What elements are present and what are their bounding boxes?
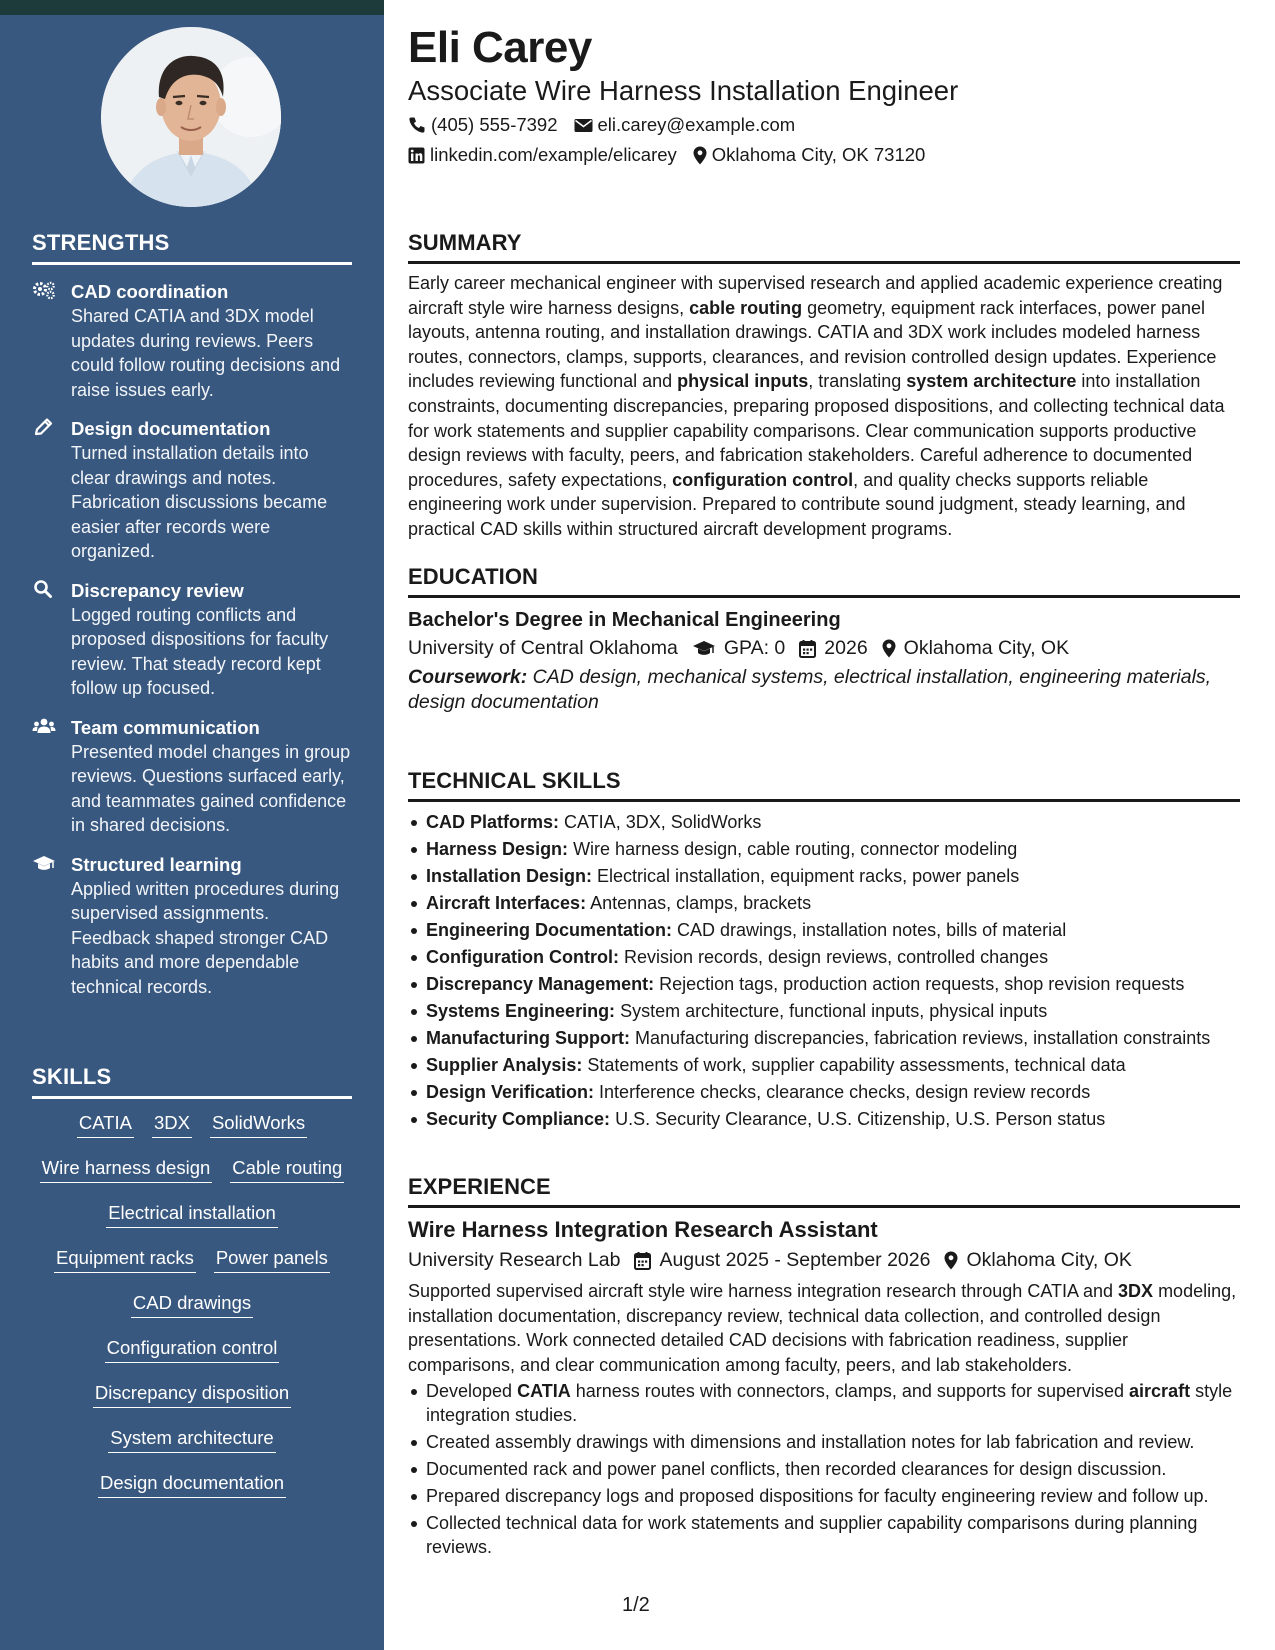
skill-tag: CATIA	[77, 1111, 134, 1138]
skill-values: Wire harness design, cable routing, connector modeling	[568, 839, 1018, 859]
skill-row	[32, 1426, 352, 1471]
job-summary-text-bold: 3DX	[1118, 1281, 1154, 1301]
skill-tag: Design documentation	[98, 1471, 286, 1498]
education-location: Oklahoma City, OK	[903, 637, 1070, 659]
strength-text: Turned installation details into clear drawings and notes. Fabrication discussions became easier after records were organized.	[71, 443, 328, 561]
skill-tag: Electrical installation	[106, 1201, 278, 1228]
sidebar-top-band	[0, 0, 384, 15]
job-org: University Research Lab	[408, 1249, 621, 1271]
skill-category: Design Verification:	[426, 1082, 595, 1102]
skill-tag: Configuration control	[105, 1336, 280, 1363]
technical-skills-heading: TECHNICAL SKILLS	[408, 768, 1240, 802]
experience-heading: EXPERIENCE	[408, 1174, 1240, 1208]
graduation-year: 2026	[824, 637, 868, 659]
technical-skill-item	[408, 1107, 1240, 1131]
graduation-cap-icon	[692, 639, 716, 657]
job-bullet-text-segment: style integration studies.	[426, 1381, 1233, 1426]
strength-item	[32, 416, 352, 564]
technical-skills-section	[408, 768, 1240, 1134]
skills-section	[32, 1064, 352, 1516]
skill-tag: 3DX	[152, 1111, 192, 1138]
pencil-icon	[32, 417, 58, 439]
gpa-item	[692, 633, 785, 663]
skill-row	[32, 1201, 352, 1246]
summary-text-segment: into installation constraints, documenting discrepancies, preparing proposed dispositions, and collecting technical data for work statements and supplier capability comparisons. Clear communication supports productive design reviews with faculty, peers, and fabrication stakeholders. Careful adherence to documented procedures, safety expectations,	[408, 371, 1225, 490]
job-bullet-text-segment: harness routes with connectors, clamps, and supports for supervised	[570, 1381, 1130, 1402]
summary-text-segment: geometry, equipment rack interfaces, power panel layouts, antenna routing, and installation drawings. CATIA and 3DX work includes modeled harness routes, connectors, clamps, supports, clearances, and revision controlled design updates. Experience includes reviewing functional and	[408, 297, 1217, 392]
skill-values: Revision records, design reviews, controlled changes	[618, 947, 1049, 967]
job-bullet-text-segment: Prepared discrepancy logs and proposed dispositions for faculty engineering review and follow up.	[426, 1486, 1209, 1507]
candidate-name: Eli Carey	[408, 23, 592, 72]
envelope-icon	[574, 118, 593, 133]
skill-category: Security Compliance:	[426, 1109, 611, 1129]
coursework-label: Coursework:	[408, 666, 528, 688]
skill-values: Electrical installation, equipment racks, power panels	[592, 866, 1020, 886]
skill-tag: SolidWorks	[210, 1111, 307, 1138]
job-bullets	[408, 1379, 1240, 1559]
page-number: 1/2	[622, 1594, 650, 1616]
strength-item	[32, 715, 352, 838]
skill-category: CAD Platforms:	[426, 812, 560, 832]
education-section	[408, 564, 1240, 714]
skill-row	[32, 1246, 352, 1291]
job-bullet	[408, 1379, 1240, 1427]
gpa-text: GPA: 0	[723, 637, 786, 659]
skills-tags	[32, 1111, 352, 1516]
job-summary-text-segment: Supported supervised aircraft style wire harness integration research through CATIA and	[408, 1281, 1119, 1301]
skill-values: Interference checks, clearance checks, design review records	[594, 1082, 1091, 1102]
job-bullet-text-bold: aircraft	[1129, 1381, 1191, 1402]
summary-text-segment: , and quality checks supports reliable engineering work under supervision. Prepared to contribute sound judgment, steady learning, and practical CAD skills within structured aircraft development programs.	[408, 469, 1186, 539]
skill-category: Systems Engineering:	[426, 1001, 616, 1021]
job-bullet	[408, 1484, 1240, 1508]
strength-item	[32, 852, 352, 1000]
skill-row	[32, 1336, 352, 1381]
summary-text	[408, 271, 1240, 542]
technical-skills-list	[408, 810, 1240, 1131]
phone-icon	[408, 116, 426, 134]
strengths-heading: STRENGTHS	[32, 230, 352, 265]
skill-tag: Wire harness design	[40, 1156, 213, 1183]
skill-values: Antennas, clamps, brackets	[586, 893, 812, 913]
skill-category: Harness Design:	[426, 839, 569, 859]
skill-values: Rejection tags, production action requests, shop revision requests	[654, 974, 1185, 994]
technical-skill-item	[408, 891, 1240, 915]
education-meta	[408, 633, 1240, 663]
job-location: Oklahoma City, OK	[966, 1249, 1132, 1271]
summary-text-bold: cable routing	[689, 297, 803, 318]
job-bullet	[408, 1457, 1240, 1481]
job-summary-text-segment: modeling, installation documentation, discrepancy review, technical data collection, and controlled design presentations. Work connected detailed CAD decisions with fabrication readiness, supplier comparisons, and clear communication among faculty, peers, and lab stakeholders.	[408, 1281, 1237, 1375]
strength-text: Shared CATIA and 3DX model updates during reviews. Peers could follow routing decisions and raise issues early.	[71, 306, 341, 400]
coursework-text: CAD design, mechanical systems, electrical installation, engineering materials, design documentation	[408, 666, 1212, 713]
skill-row	[32, 1471, 352, 1516]
skill-row	[32, 1291, 352, 1336]
coursework	[408, 665, 1240, 714]
summary-text-bold: configuration control	[672, 469, 854, 490]
technical-skill-item	[408, 837, 1240, 861]
technical-skill-item	[408, 1053, 1240, 1077]
job-bullet	[408, 1511, 1240, 1559]
summary-text-bold: system architecture	[906, 371, 1077, 392]
org-item	[408, 1245, 620, 1275]
phone-item	[408, 113, 558, 137]
school-item	[408, 633, 678, 663]
education-heading: EDUCATION	[408, 564, 1240, 598]
skill-tag: Equipment racks	[54, 1246, 196, 1273]
technical-skill-item	[408, 1026, 1240, 1050]
search-icon	[32, 579, 58, 601]
location-text: Oklahoma City, OK 73120	[711, 144, 926, 165]
strength-item	[32, 279, 352, 402]
job-meta	[408, 1245, 1240, 1275]
technical-skill-item	[408, 1080, 1240, 1104]
job-title: Wire Harness Integration Research Assistant	[408, 1217, 878, 1242]
sidebar	[0, 0, 384, 1650]
skill-category: Engineering Documentation:	[426, 920, 673, 940]
strengths-section	[32, 230, 352, 999]
skill-values: Statements of work, supplier capability assessments, technical data	[582, 1055, 1126, 1075]
degree-title: Bachelor's Degree in Mechanical Engineering	[408, 609, 841, 631]
job-summary	[408, 1279, 1240, 1377]
job-dates: August 2025 - September 2026	[659, 1249, 931, 1271]
contact-line-2	[408, 143, 935, 167]
candidate-role: Associate Wire Harness Installation Engineer	[408, 75, 959, 106]
skill-tag: CAD drawings	[131, 1291, 253, 1318]
experience-section	[408, 1174, 1240, 1562]
education-location-item	[882, 633, 1069, 663]
strength-title: Structured learning	[71, 853, 242, 875]
linkedin-icon	[408, 147, 425, 164]
avatar	[101, 27, 281, 207]
map-pin-icon	[693, 146, 707, 165]
gears-icon	[32, 280, 58, 302]
strength-title: Discrepancy review	[71, 579, 244, 601]
location-item	[693, 143, 926, 167]
linkedin-link[interactable]: linkedin.com/example/elicarey	[430, 144, 677, 165]
email-item	[574, 113, 796, 137]
technical-skill-item	[408, 945, 1240, 969]
skill-values: System architecture, functional inputs, physical inputs	[615, 1001, 1048, 1021]
contact-line-1	[408, 113, 805, 137]
calendar-icon	[634, 1251, 651, 1270]
technical-skill-item	[408, 864, 1240, 888]
skill-values: CAD drawings, installation notes, bills of material	[672, 920, 1067, 940]
strength-item	[32, 578, 352, 701]
job-bullet-text-segment: Documented rack and power panel conflicts, then recorded clearances for design discussion.	[426, 1459, 1167, 1480]
job-location-item	[944, 1245, 1131, 1275]
skill-category: Supplier Analysis:	[426, 1055, 583, 1075]
summary-text-segment: , translating	[808, 371, 907, 392]
skill-values: U.S. Security Clearance, U.S. Citizenship, U.S. Person status	[610, 1109, 1106, 1129]
map-pin-icon	[944, 1251, 958, 1270]
phone-text[interactable]: (405) 555-7392	[431, 114, 558, 135]
job-bullet	[408, 1430, 1240, 1454]
skill-tag: System architecture	[108, 1426, 275, 1453]
technical-skill-item	[408, 972, 1240, 996]
summary-text-segment: Early career mechanical engineer with supervised research and applied academic experience creating aircraft style wire harness designs,	[408, 273, 1223, 318]
technical-skill-item	[408, 999, 1240, 1023]
summary-heading: SUMMARY	[408, 230, 1240, 264]
strength-title: Design documentation	[71, 418, 271, 439]
skill-category: Configuration Control:	[426, 947, 619, 967]
calendar-icon	[799, 639, 816, 658]
summary-text-bold: physical inputs	[677, 371, 809, 392]
job-bullet-text-segment: Collected technical data for work statements and supplier capability comparisons during planning reviews.	[426, 1513, 1198, 1558]
skill-category: Installation Design:	[426, 866, 593, 886]
skills-heading: SKILLS	[32, 1064, 352, 1099]
skill-tag: Cable routing	[230, 1156, 344, 1183]
profile-photo	[101, 27, 281, 207]
job-bullet-text-segment: Developed	[426, 1381, 518, 1402]
summary-section	[408, 230, 1240, 542]
skill-row	[32, 1381, 352, 1426]
year-item	[799, 633, 867, 663]
map-pin-icon	[882, 639, 896, 658]
skill-row	[32, 1111, 352, 1156]
skill-category: Aircraft Interfaces:	[426, 893, 587, 913]
skill-row	[32, 1156, 352, 1201]
job-bullet-text-bold: CATIA	[517, 1381, 571, 1402]
dates-item	[634, 1245, 930, 1275]
users-icon	[32, 716, 58, 738]
strength-title: Team communication	[71, 716, 260, 738]
strength-text: Applied written procedures during supervised assignments. Feedback shaped stronger CAD habits and more dependable technical records.	[71, 878, 340, 997]
technical-skill-item	[408, 810, 1240, 834]
school-name: University of Central Oklahoma	[408, 637, 678, 659]
skill-tag: Discrepancy disposition	[93, 1381, 291, 1408]
skill-category: Manufacturing Support:	[426, 1028, 630, 1048]
job-bullet-text-segment: Created assembly drawings with dimensions and installation notes for lab fabrication and review.	[426, 1432, 1195, 1453]
skill-values: CATIA, 3DX, SolidWorks	[559, 812, 762, 832]
strength-title: CAD coordination	[71, 281, 229, 302]
skill-tag: Power panels	[214, 1246, 330, 1273]
graduation-cap-icon	[32, 853, 58, 875]
strength-text: Logged routing conflicts and proposed dispositions for faculty review. That steady record kept follow up focused.	[71, 604, 329, 698]
skill-values: Manufacturing discrepancies, fabrication reviews, installation constraints	[629, 1028, 1211, 1048]
email-link[interactable]: eli.carey@example.com	[597, 114, 796, 135]
linkedin-item	[408, 143, 677, 167]
technical-skill-item	[408, 918, 1240, 942]
strength-text: Presented model changes in group reviews. Questions surfaced early, and teammates gained confidence in shared decisions.	[71, 741, 351, 835]
skill-category: Discrepancy Management:	[426, 974, 655, 994]
